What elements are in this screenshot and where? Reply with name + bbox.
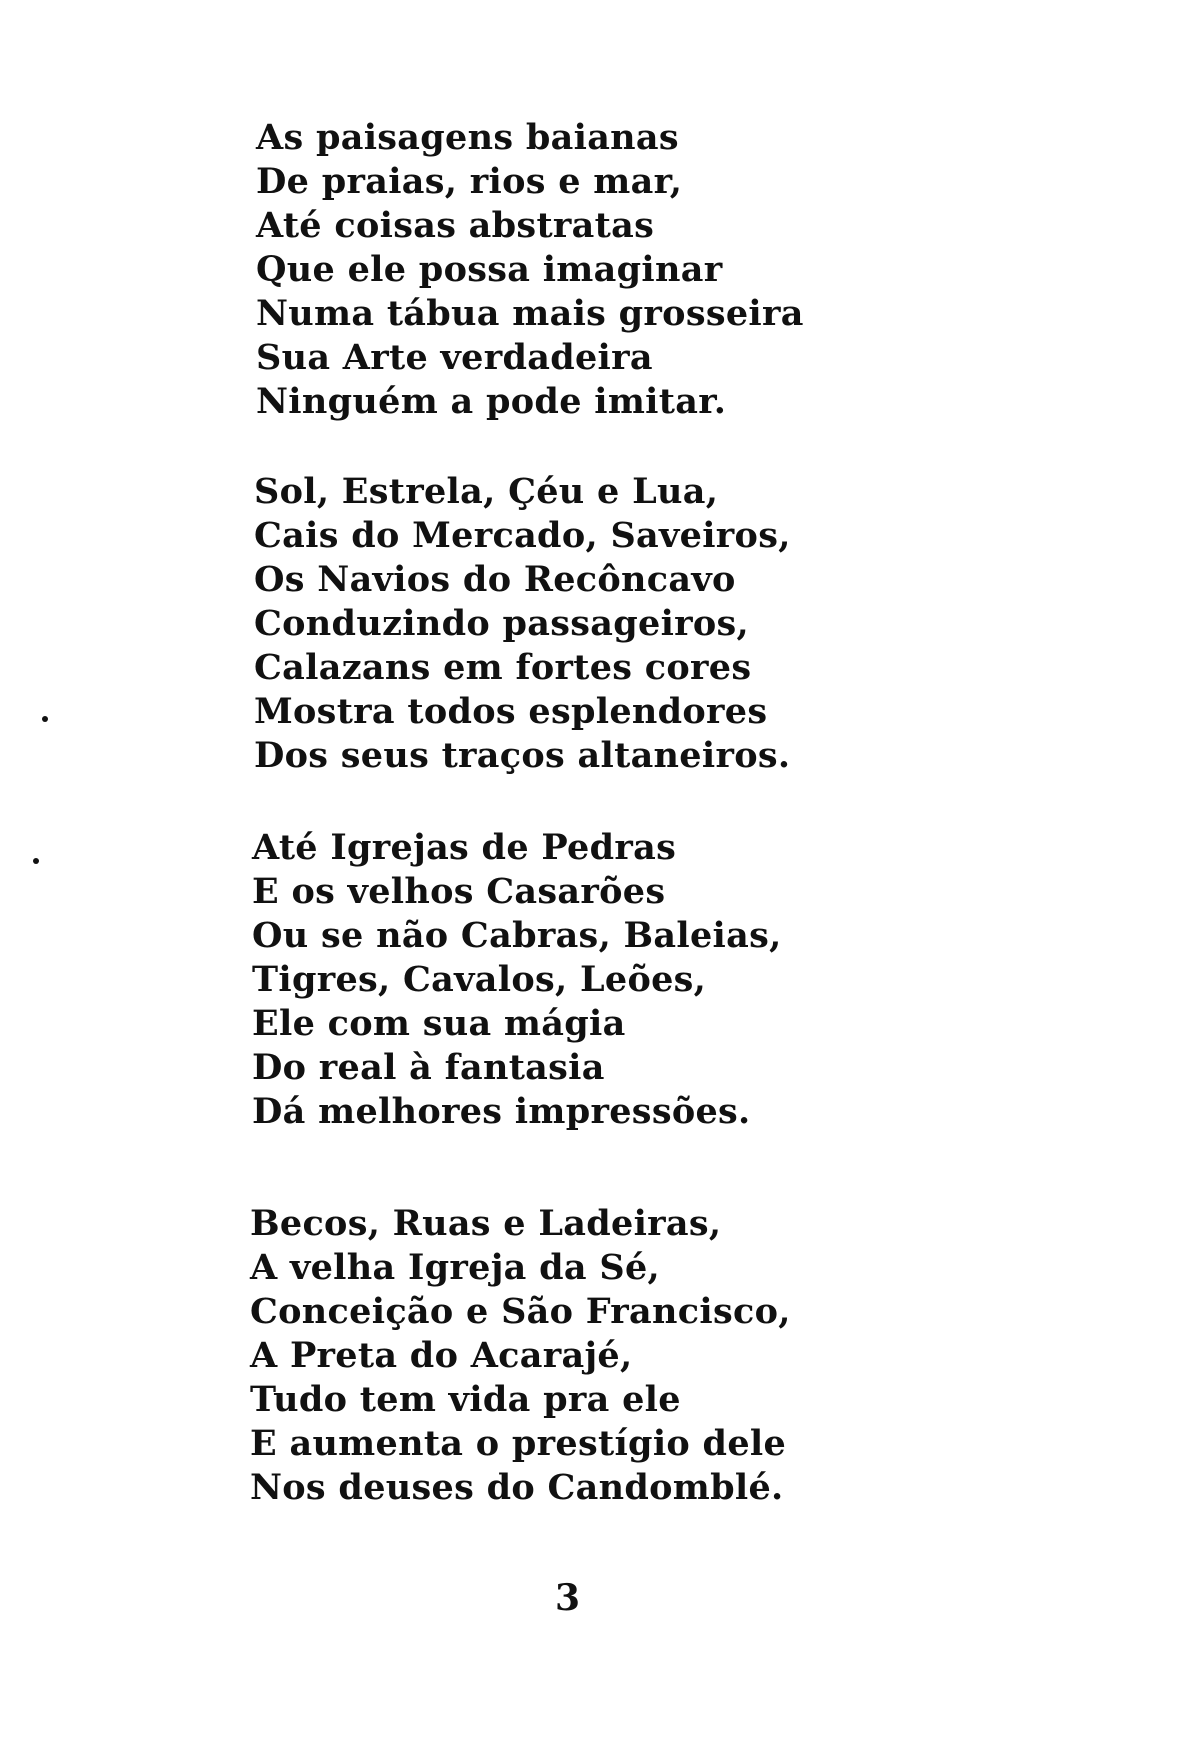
verse-line: Becos, Ruas e Ladeiras, xyxy=(250,1203,722,1244)
margin-dot xyxy=(33,858,39,864)
verse-line: Sua Arte verdadeira xyxy=(256,337,653,378)
verse-line: As paisagens baianas xyxy=(256,117,679,158)
verse-line: Cais do Mercado, Saveiros, xyxy=(254,515,791,556)
verse-line: Até coisas abstratas xyxy=(256,205,655,246)
verse-line: Que ele possa imaginar xyxy=(256,249,723,290)
stanza-3 xyxy=(252,826,782,1134)
verse-line: Mostra todos esplendores xyxy=(254,691,768,732)
verse-line: Sol, Estrela, Çéu e Lua, xyxy=(254,471,719,512)
stanza-1 xyxy=(256,116,804,424)
verse-line: Ninguém a pode imitar. xyxy=(256,381,727,422)
verse-line: Calazans em fortes cores xyxy=(254,647,752,688)
verse-line: Ou se não Cabras, Baleias, xyxy=(252,915,782,956)
page-number: 3 xyxy=(555,1577,581,1619)
verse-line: Dos seus traços altaneiros. xyxy=(254,735,791,776)
verse-line: Do real à fantasia xyxy=(252,1047,605,1088)
verse-line: Tigres, Cavalos, Leões, xyxy=(252,959,707,1000)
stanza-2 xyxy=(254,470,791,778)
verse-line: Conceição e São Francisco, xyxy=(250,1291,791,1332)
verse-line: E aumenta o prestígio dele xyxy=(250,1423,787,1464)
verse-line: Numa tábua mais grosseira xyxy=(256,293,804,334)
verse-line: Nos deuses do Candomblé. xyxy=(250,1467,784,1508)
verse-line: Ele com sua mágia xyxy=(252,1003,626,1044)
verse-line: E os velhos Casarões xyxy=(252,871,666,912)
stanza-4 xyxy=(250,1202,791,1510)
verse-line: Conduzindo passageiros, xyxy=(254,603,750,644)
verse-line: Tudo tem vida pra ele xyxy=(250,1379,681,1420)
margin-dot xyxy=(42,716,48,722)
verse-line: Dá melhores impressões. xyxy=(252,1091,751,1132)
verse-line: De praias, rios e mar, xyxy=(256,161,683,202)
verse-line: Os Navios do Recôncavo xyxy=(254,559,736,600)
verse-line: A Preta do Acarajé, xyxy=(250,1335,633,1376)
verse-line: A velha Igreja da Sé, xyxy=(250,1247,660,1288)
verse-line: Até Igrejas de Pedras xyxy=(252,827,677,868)
